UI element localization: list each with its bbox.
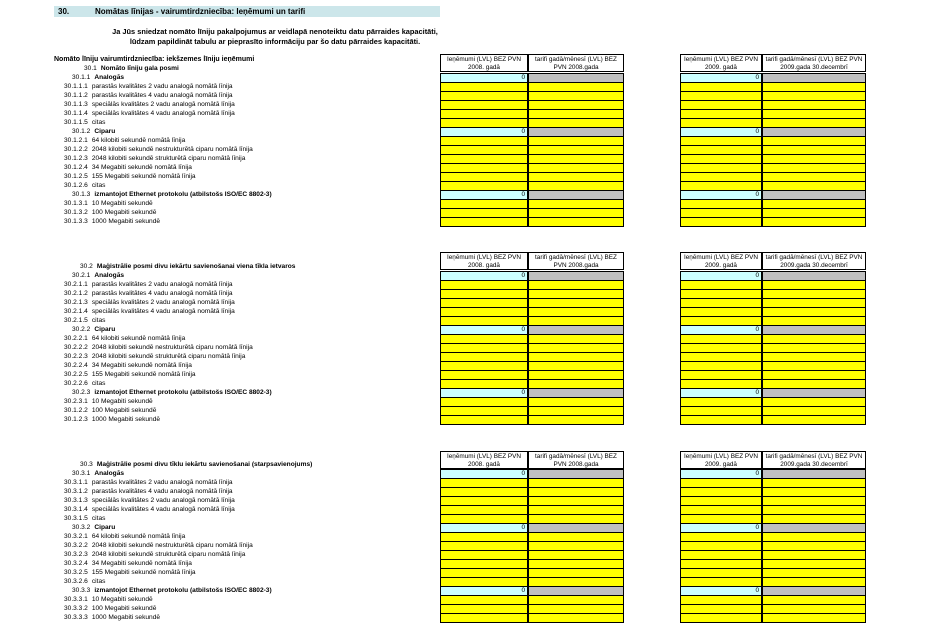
row-text: 64 kilobiti sekundē nomātā līnija (91, 335, 186, 342)
row-text: citas (91, 317, 106, 324)
intro-line-1: Ja Jūs sniedzat nomāto līniju pakalpojumus ar veidlapā nenoteiktu datu pārraides kapacitāti, (112, 27, 438, 36)
column-header-rev2008: Ieņēmumi (LVL) BEZ PVN 2008. gadā (440, 54, 528, 72)
row-text: speciālās kvalitātes 2 vadu analogā nomātā līnija (91, 299, 235, 306)
subtotal-cell: 0 (440, 73, 528, 83)
row-number: 30.2.3 (72, 389, 91, 396)
column-header-tariff2008: tarifi gadā/mēnesī (LVL) BEZ PVN 2008.gada (528, 54, 624, 72)
row-label (64, 613, 160, 622)
group-row-label (72, 469, 124, 478)
row-number: 30.1.1 (72, 74, 91, 81)
subtotal-cell: 0 (440, 523, 528, 533)
row-text: 100 Megabiti sekundē (91, 209, 157, 216)
intro-line-2: lūdzam papildināt tabulu ar pieprasīto informāciju par šo datu pārraides kapacitāti. (129, 37, 421, 46)
row-label (64, 415, 160, 424)
row-label (64, 118, 105, 127)
row-label (64, 577, 105, 586)
row-text: parastās kvalitātes 4 vadu analogā nomātā līnija (91, 92, 233, 99)
row-text: speciālās kvalitātes 2 vadu analogā nomātā līnija (91, 497, 235, 504)
block-title-number: 30.3 (80, 461, 93, 468)
row-text: parastās kvalitātes 4 vadu analogā nomātā līnija (91, 488, 233, 495)
row-text: izmantojot Ethernet protokolu (atbilstošs ISO/EC 8802-3) (94, 191, 272, 198)
group-row-label (72, 73, 124, 82)
column-header-rev2008: Ieņēmumi (LVL) BEZ PVN 2008. gadā (440, 451, 528, 469)
row-number: 30.1.2.3 (64, 155, 88, 162)
input-cell[interactable] (680, 613, 762, 623)
row-number: 30.3.1.5 (64, 515, 88, 522)
input-cell[interactable] (680, 217, 762, 227)
row-number: 30.3.1.3 (64, 497, 88, 504)
column-header-rev2009: Ieņēmumi (LVL) BEZ PVN 2009. gadā (680, 451, 762, 469)
row-label (64, 109, 235, 118)
input-cell[interactable] (680, 415, 762, 425)
row-text: parastās kvalitātes 2 vadu analogā nomātā līnija (91, 83, 233, 90)
row-text: 155 Megabiti sekundē nomātā līnija (91, 569, 196, 576)
row-number: 30.3.1.4 (64, 506, 88, 513)
subtotal-cell: 0 (440, 388, 528, 398)
row-text: Analogās (94, 74, 125, 81)
subtotal-cell: 0 (680, 73, 762, 83)
row-text: 1000 Megabiti sekundē (91, 614, 161, 621)
row-label (64, 307, 235, 316)
row-number: 30.1.2.5 (64, 173, 88, 180)
subtotal-cell: 0 (440, 190, 528, 200)
row-number: 30.1.1.2 (64, 92, 88, 99)
row-text: 2048 kilobiti sekundē nestrukturētā ciparu nomātā līnija (91, 146, 253, 153)
row-number: 30.1.2.2 (64, 146, 88, 153)
row-label (64, 496, 235, 505)
row-text: 1000 Megabiti sekundē (91, 218, 161, 225)
row-number: 30.2.2.5 (64, 371, 88, 378)
row-label (64, 316, 105, 325)
row-number: 30.3.3.1 (64, 596, 88, 603)
row-label (64, 532, 185, 541)
row-label (64, 478, 233, 487)
section-number: 30. (58, 7, 70, 16)
row-text: 2048 kilobiti sekundē strukturētā ciparu nomātā līnija (91, 551, 246, 558)
group-row-label (72, 127, 115, 136)
group-row-label (72, 190, 272, 199)
row-label (64, 289, 233, 298)
column-header-rev2009: Ieņēmumi (LVL) BEZ PVN 2009. gadā (680, 252, 762, 270)
row-number: 30.1.2.6 (64, 182, 88, 189)
row-number: 30.3.2.1 (64, 533, 88, 540)
row-number: 30.3.1.2 (64, 488, 88, 495)
row-number: 30.1.3.3 (64, 218, 88, 225)
block-title-text: Nomāto līniju gala posmi (100, 65, 179, 72)
row-number: 30.3.3.2 (64, 605, 88, 612)
row-label (64, 280, 233, 289)
subtotal-cell: 0 (680, 325, 762, 335)
row-number: 30.3.2 (72, 524, 91, 531)
row-text: izmantojot Ethernet protokolu (atbilstošs ISO/EC 8802-3) (94, 389, 272, 396)
row-label (64, 550, 245, 559)
row-label (64, 163, 192, 172)
row-text: 34 Megabiti sekundē nomātā līnija (91, 362, 192, 369)
subtotal-cell: 0 (440, 127, 528, 137)
input-cell[interactable] (440, 217, 528, 227)
column-header-tariff2008: tarifi gadā/mēnesī (LVL) BEZ PVN 2008.gada (528, 451, 624, 469)
row-text: 10 Megabiti sekundē (91, 596, 153, 603)
row-label (64, 568, 196, 577)
row-number: 30.1.1.3 (64, 101, 88, 108)
row-text: 100 Megabiti sekundē (91, 605, 157, 612)
row-text: Ciparu (94, 326, 116, 333)
block-title (84, 64, 179, 73)
table-caption: Nomāto līniju vairumtirdzniecība: iekšzemes līniju ieņēmumi (54, 56, 255, 63)
row-label (64, 217, 160, 226)
row-label (64, 514, 105, 523)
row-text: citas (91, 515, 106, 522)
row-text: 2048 kilobiti sekundē strukturētā ciparu nomātā līnija (91, 353, 246, 360)
input-cell[interactable] (528, 415, 624, 425)
row-label (64, 406, 156, 415)
row-text: 64 kilobiti sekundē nomātā līnija (91, 533, 186, 540)
row-text: 100 Megabiti sekundē (91, 407, 157, 414)
input-cell[interactable] (762, 217, 866, 227)
row-number: 30.1.3 (72, 191, 91, 198)
block-title-text: Maģistrālie posmi divu tīklu iekārtu savienošanai (starpsavienojums) (96, 461, 313, 468)
subtotal-cell: 0 (680, 586, 762, 596)
row-text: 34 Megabiti sekundē nomātā līnija (91, 560, 192, 567)
row-text: 1000 Megabiti sekundē (91, 416, 161, 423)
group-row-label (72, 523, 115, 532)
row-text: 155 Megabiti sekundē nomātā līnija (91, 173, 196, 180)
row-number: 30.1.2.1 (64, 137, 88, 144)
block-title-number: 30.2 (80, 263, 93, 270)
row-number: 30.1.1.5 (64, 119, 88, 126)
row-label (64, 541, 253, 550)
row-label (64, 172, 196, 181)
row-number: 30.3.2.2 (64, 542, 88, 549)
row-number: 30.3.2.6 (64, 578, 88, 585)
row-text: speciālās kvalitātes 2 vadu analogā nomātā līnija (91, 101, 235, 108)
row-number: 30.1.3.1 (64, 200, 88, 207)
row-text: citas (91, 182, 106, 189)
row-text: speciālās kvalitātes 4 vadu analogā nomātā līnija (91, 506, 235, 513)
row-label (64, 334, 185, 343)
column-header-tariff2008: tarifi gadā/mēnesī (LVL) BEZ PVN 2008.gada (528, 252, 624, 270)
row-number: 30.1.2.2 (64, 407, 88, 414)
subtotal-cell: 0 (440, 325, 528, 335)
row-label (64, 397, 153, 406)
input-cell[interactable] (440, 415, 528, 425)
row-number: 30.1.2 (72, 128, 91, 135)
column-header-tariff2009: tarifi gadā/mēnesī (LVL) BEZ PVN 2009.gada 30.decembrī (762, 451, 866, 469)
row-label (64, 343, 253, 352)
section-title: Nomātas līnijas - vairumtirdzniecība: Ieņēmumi un tarifi (95, 7, 306, 16)
row-label (64, 208, 156, 217)
row-number: 30.3.2.3 (64, 551, 88, 558)
group-row-label (72, 388, 272, 397)
row-text: 2048 kilobiti sekundē nestrukturētā ciparu nomātā līnija (91, 344, 253, 351)
row-label (64, 298, 235, 307)
row-text: speciālās kvalitātes 4 vadu analogā nomātā līnija (91, 308, 235, 315)
column-header-rev2009: Ieņēmumi (LVL) BEZ PVN 2009. gadā (680, 54, 762, 72)
row-number: 30.2.2.1 (64, 335, 88, 342)
input-cell[interactable] (762, 415, 866, 425)
row-number: 30.2.2.2 (64, 344, 88, 351)
row-text: 64 kilobiti sekundē nomātā līnija (91, 137, 186, 144)
subtotal-cell: 0 (680, 469, 762, 479)
row-label (64, 604, 156, 613)
row-text: parastās kvalitātes 2 vadu analogā nomātā līnija (91, 479, 233, 486)
row-number: 30.3.3 (72, 587, 91, 594)
row-label (64, 82, 233, 91)
row-number: 30.1.1.1 (64, 83, 88, 90)
input-cell[interactable] (762, 613, 866, 623)
row-text: 34 Megabiti sekundē nomātā līnija (91, 164, 192, 171)
input-cell[interactable] (440, 613, 528, 623)
block-title (80, 460, 312, 469)
row-label (64, 136, 185, 145)
row-label (64, 100, 235, 109)
row-number: 30.3.1.1 (64, 479, 88, 486)
row-label (64, 379, 105, 388)
subtotal-cell: 0 (680, 523, 762, 533)
row-label (64, 370, 196, 379)
row-text: citas (91, 578, 106, 585)
row-label (64, 352, 245, 361)
block-title-text: Maģistrālie posmi divu iekārtu savienošanai viena tīkla ietvaros (96, 263, 296, 270)
row-label (64, 361, 192, 370)
row-number: 30.3.3.3 (64, 614, 88, 621)
row-number: 30.3.2.5 (64, 569, 88, 576)
row-number: 30.2.1.2 (64, 290, 88, 297)
row-number: 30.2.3.1 (64, 398, 88, 405)
row-number: 30.1.3.2 (64, 209, 88, 216)
row-number: 30.2.1.5 (64, 317, 88, 324)
subtotal-cell: 0 (680, 388, 762, 398)
row-label (64, 487, 233, 496)
row-number: 30.2.1.1 (64, 281, 88, 288)
row-number: 30.2.2.3 (64, 353, 88, 360)
group-row-label (72, 271, 124, 280)
row-text: parastās kvalitātes 4 vadu analogā nomātā līnija (91, 290, 233, 297)
row-text: Ciparu (94, 128, 116, 135)
row-number: 30.2.1.4 (64, 308, 88, 315)
row-text: parastās kvalitātes 2 vadu analogā nomātā līnija (91, 281, 233, 288)
row-text: 155 Megabiti sekundē nomātā līnija (91, 371, 196, 378)
row-number: 30.3.1 (72, 470, 91, 477)
row-text: Ciparu (94, 524, 116, 531)
row-number: 30.1.2.3 (64, 416, 88, 423)
row-number: 30.2.2.6 (64, 380, 88, 387)
subtotal-cell: 0 (680, 190, 762, 200)
row-text: 10 Megabiti sekundē (91, 200, 153, 207)
row-number: 30.2.1 (72, 272, 91, 279)
row-label (64, 181, 105, 190)
group-row-label (72, 325, 115, 334)
row-text: Analogās (94, 272, 125, 279)
row-number: 30.2.1.3 (64, 299, 88, 306)
row-text: citas (91, 380, 106, 387)
subtotal-cell: 0 (680, 271, 762, 281)
row-text: Analogās (94, 470, 125, 477)
row-number: 30.2.2 (72, 326, 91, 333)
group-row-label (72, 586, 272, 595)
row-label (64, 199, 153, 208)
column-header-rev2008: Ieņēmumi (LVL) BEZ PVN 2008. gadā (440, 252, 528, 270)
row-text: 2048 kilobiti sekundē nestrukturētā ciparu nomātā līnija (91, 542, 253, 549)
row-number: 30.2.2.4 (64, 362, 88, 369)
row-label (64, 595, 153, 604)
row-text: citas (91, 119, 106, 126)
row-text: speciālās kvalitātes 4 vadu analogā nomātā līnija (91, 110, 235, 117)
block-title (80, 262, 295, 271)
row-label (64, 154, 245, 163)
subtotal-cell: 0 (440, 469, 528, 479)
subtotal-cell: 0 (440, 271, 528, 281)
row-text: 2048 kilobiti sekundē strukturētā ciparu nomātā līnija (91, 155, 246, 162)
row-label (64, 145, 253, 154)
input-cell[interactable] (528, 217, 624, 227)
column-header-tariff2009: tarifi gadā/mēnesī (LVL) BEZ PVN 2009.gada 30.decembrī (762, 54, 866, 72)
row-label (64, 91, 233, 100)
row-label (64, 505, 235, 514)
block-title-number: 30.1 (84, 65, 97, 72)
row-number: 30.1.2.4 (64, 164, 88, 171)
column-header-tariff2009: tarifi gadā/mēnesī (LVL) BEZ PVN 2009.gada 30.decembrī (762, 252, 866, 270)
subtotal-cell: 0 (680, 127, 762, 137)
row-number: 30.3.2.4 (64, 560, 88, 567)
input-cell[interactable] (528, 613, 624, 623)
row-text: izmantojot Ethernet protokolu (atbilstošs ISO/EC 8802-3) (94, 587, 272, 594)
subtotal-cell: 0 (440, 586, 528, 596)
row-number: 30.1.1.4 (64, 110, 88, 117)
row-text: 10 Megabiti sekundē (91, 398, 153, 405)
row-label (64, 559, 192, 568)
